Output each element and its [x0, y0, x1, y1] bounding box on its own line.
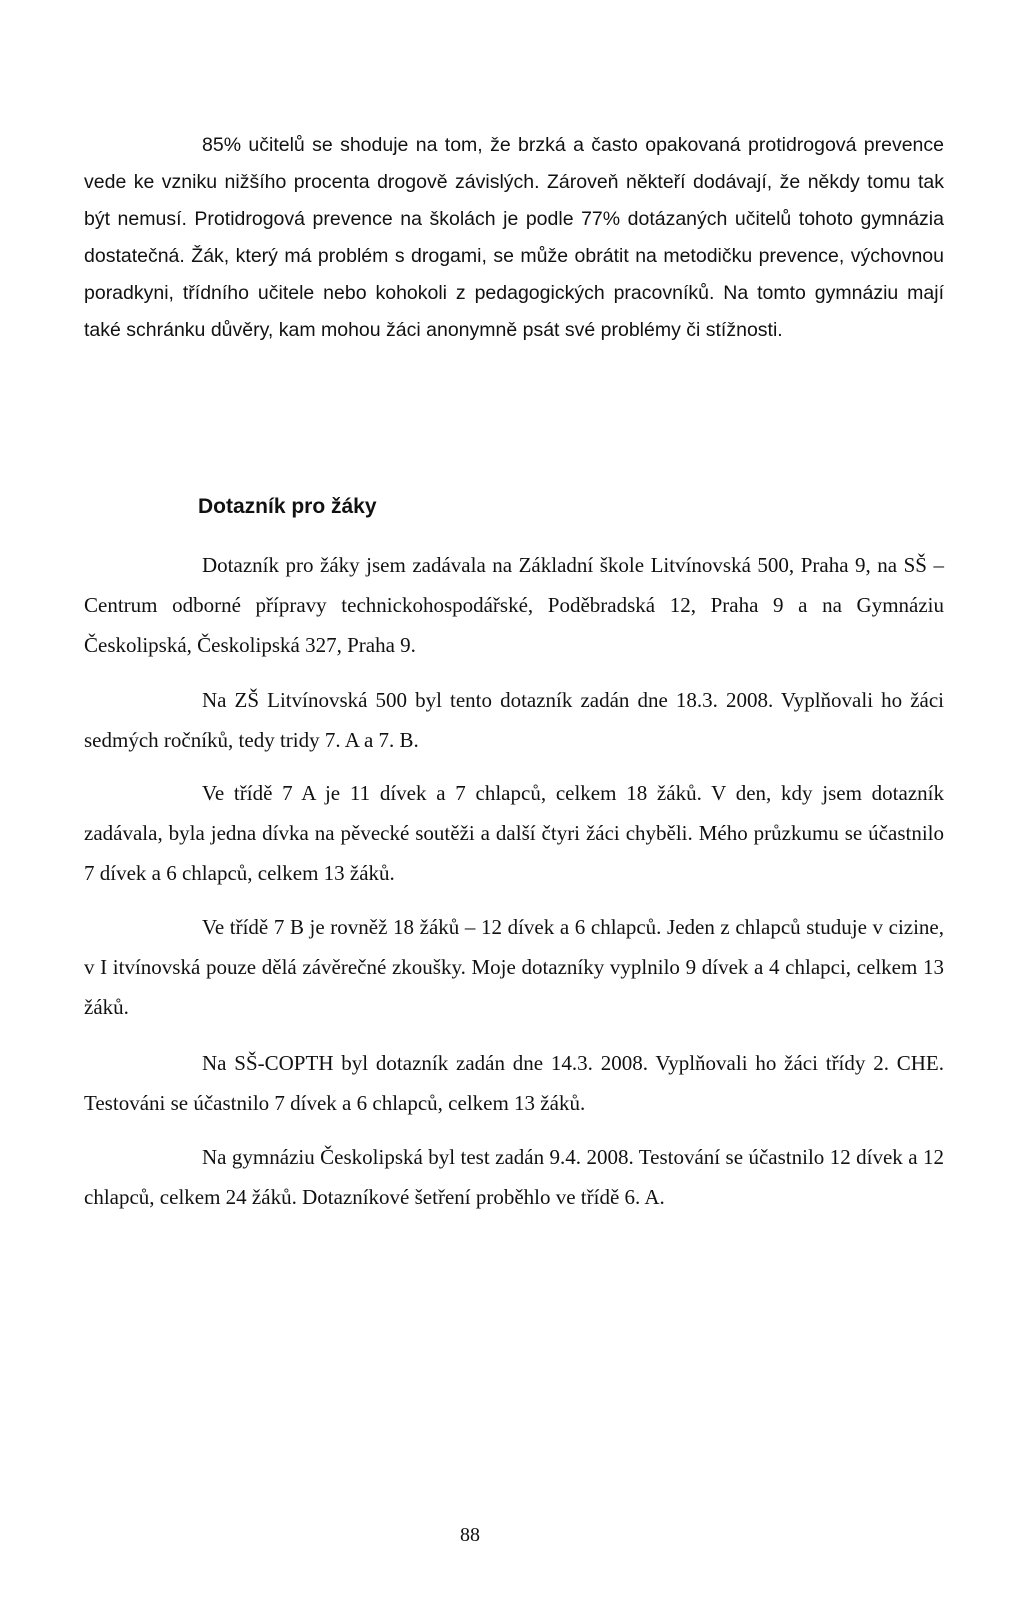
paragraph-ss-copth: Na SŠ-COPTH byl dotazník zadán dne 14.3. 2008. Vyplňovali ho žáci třídy 2. CHE. Testováni se účastnilo 7 dívek a 6 chlapců, celkem 13 žáků.	[84, 1051, 944, 1115]
section-heading: Dotazník pro žáky	[198, 495, 377, 518]
paragraph-zs-litvinovska: Na ZŠ Litvínovská 500 byl tento dotazník zadán dne 18.3. 2008. Vyplňovali ho žáci sedmých ročníků, tedy tridy 7. A a 7. B.	[84, 688, 944, 752]
intro-paragraph: 85% učitelů se shoduje na tom, že brzká a často opakovaná protidrogová prevence vede ke vzniku nižšího procenta drogově závislých. Zároveň někteří dodávají, že někdy tomu tak být nemusí. Protidrogová prevence na školách je podle 77% dotázaných učitelů tohoto gymnázia dostatečná. Žák, který má problém s drogami, se může obrátit na metodičku prevence, výchovnou poradkyni, třídního učitele nebo kohokoli z pedagogických pracovníků. Na tomto gymnáziu mají také schránku důvěry, kam mohou žáci anonymně psát své problémy či stížnosti.	[84, 134, 944, 341]
page-number: 88	[460, 1524, 480, 1546]
paragraph-gymnazium-ceskolipska: Na gymnáziu Českolipská byl test zadán 9.4. 2008. Testování se účastnilo 12 dívek a 12 chlapců, celkem 24 žáků. Dotazníkové šetření proběhlo ve třídě 6. A.	[84, 1145, 944, 1209]
paragraph-class-7a: Ve třídě 7 A je 11 dívek a 7 chlapců, celkem 18 žáků. V den, kdy jsem dotazník zadávala, byla jedna dívka na pěvecké soutěži a další čtyri žáci chyběli. Mého průzkumu se účastnilo 7 dívek a 6 chlapců, celkem 13 žáků.	[84, 781, 944, 885]
paragraph-class-7b: Ve třídě 7 B je rovněž 18 žáků – 12 dívek a 6 chlapců. Jeden z chlapců studuje v cizine, v I itvínovská pouze dělá závěrečné zkoušky. Moje dotazníky vyplnilo 9 dívek a 4 chlapci, celkem 13 žáků.	[84, 915, 944, 1019]
paragraph-questionnaire-intro: Dotazník pro žáky jsem zadávala na Základní škole Litvínovská 500, Praha 9, na SŠ – Centrum odborné přípravy technickohospodářské, Poděbradská 12, Praha 9 a na Gymnáziu Českolipská, Českolipská 327, Praha 9.	[84, 553, 944, 657]
